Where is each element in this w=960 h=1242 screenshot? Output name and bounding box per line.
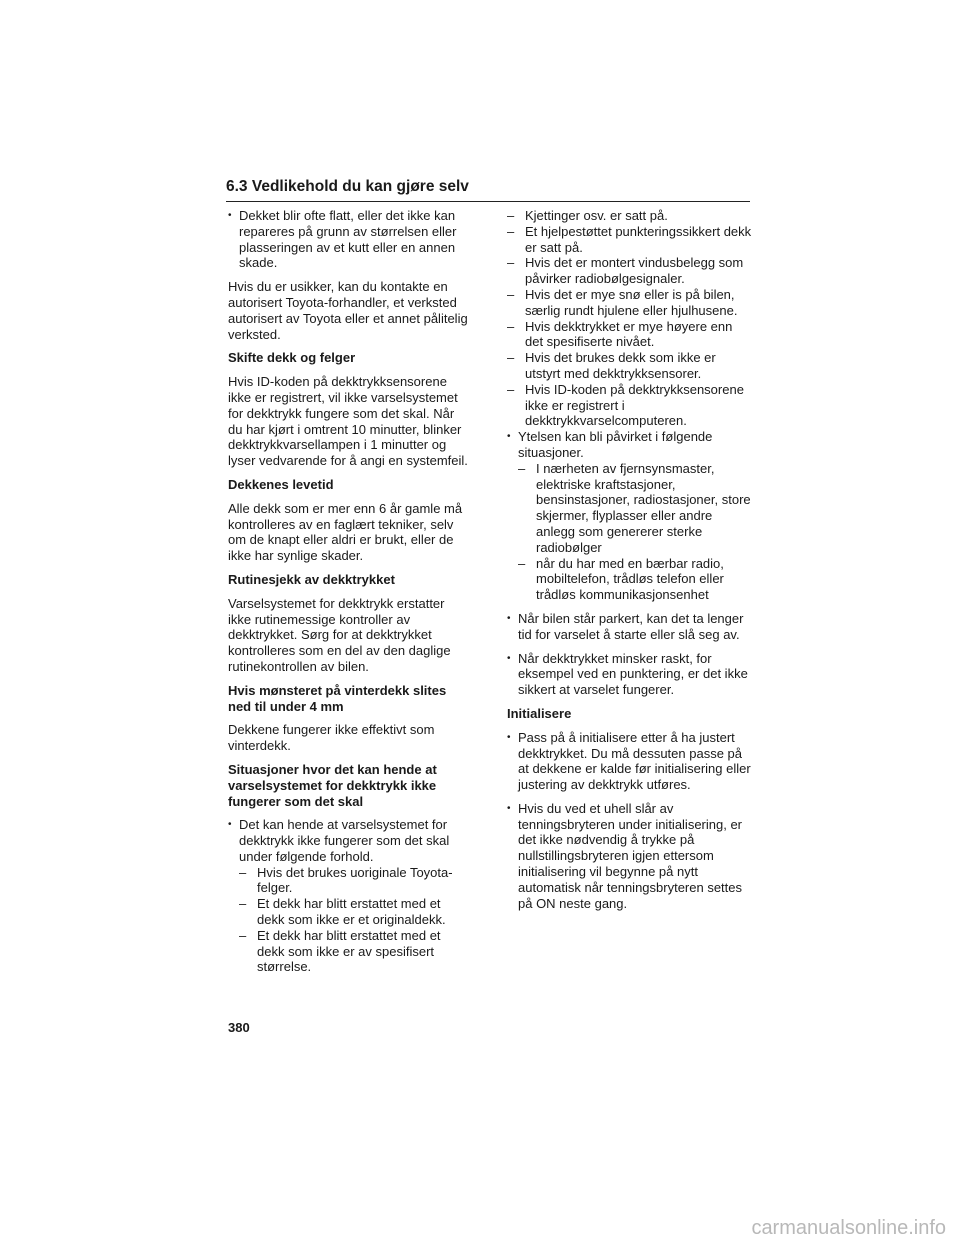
list-item: [228, 817, 468, 975]
subheading: Situasjoner hvor det kan hende at varselsystemet for dekktrykk ikke fungerer som det skal: [228, 761, 437, 809]
dash-list: [518, 461, 752, 603]
list-item-text: Ytelsen kan bli påvirket i følgende situasjoner.: [518, 429, 713, 460]
bullet-list: [228, 817, 468, 975]
subheading: Initialisere: [507, 705, 572, 721]
dash-item: – Hvis det er montert vindusbelegg som påvirker radiobølgesignaler.: [507, 255, 752, 287]
list-item: • Hvis du ved et uhell slår av tenningsbryteren under initialisering, er det ikke nødvendig å trykke på nullstillingsbryteren igjen ettersom initialisering vil begynne på nytt automatisk når tenningsbryteren settes på ON neste gang.: [507, 801, 752, 912]
paragraph: Dekkene fungerer ikke effektivt som vinterdekk.: [228, 722, 435, 754]
dash-list: [507, 208, 752, 429]
list-item: • Når dekktrykket minsker raskt, for eksempel ved en punktering, er det ikke sikkert at varselet fungerer.: [507, 651, 752, 698]
section-header: 6.3 Vedlikehold du kan gjøre selv: [226, 178, 750, 202]
dash-item: – I nærheten av fjernsynsmaster, elektriske kraftstasjoner, bensinstasjoner, radiostasjoner, store skjermer, flyplasser eller andre anlegg som genererer sterke radiobølger: [518, 461, 752, 556]
dash-item: – Hvis det brukes uoriginale Toyota-felger.: [239, 865, 468, 897]
bullet-list: [507, 429, 752, 698]
list-item-text: Det kan hende at varselsystemet for dekktrykk ikke fungerer som det skal under følgende forhold.: [239, 817, 450, 864]
subheading: Rutinesjekk av dekktrykket: [228, 571, 395, 587]
paragraph: Varselsystemet for dekktrykk erstatter ikke rutinemessige kontroller av dekktrykket. Sørg for at dekktrykket kontrolleres som en del av den daglige rutinekontrollen av bilen.: [228, 595, 451, 674]
paragraph: Alle dekk som er mer enn 6 år gamle må kontrolleres av en faglært tekniker, selv om de knapt eller aldri er brukt, eller de ikke har synlige skader.: [228, 500, 463, 564]
page-number: 380: [228, 1020, 250, 1035]
dash-item: – Hvis ID-koden på dekktrykksensorene ikke er registrert i dekktrykkvarselcomputeren.: [507, 382, 752, 429]
dash-list: [239, 865, 468, 976]
right-column: [507, 208, 752, 919]
bullet-list: [507, 730, 752, 912]
list-item: • Dekket blir ofte flatt, eller det ikke kan repareres på grunn av størrelsen eller plasseringen av et kutt eller en annen skade.: [228, 208, 468, 271]
paragraph: Hvis ID-koden på dekktrykksensorene ikke er registrert, vil ikke varselsystemet for dekktrykk fungere som det skal. Når du har kjørt i omtrent 10 minutter, blinker dekktrykkvarsellampen i 1 minutter og lyser vedvarende for å angi en systemfeil.: [228, 374, 468, 469]
dash-item: – Et dekk har blitt erstattet med et dekk som ikke er av spesifisert størrelse.: [239, 928, 468, 975]
dash-item: – Hvis det brukes dekk som ikke er utstyrt med dekktrykksensorer.: [507, 350, 752, 382]
dash-item: – Kjettinger osv. er satt på.: [507, 208, 752, 224]
bullet-list: [228, 208, 468, 271]
left-column: [228, 208, 468, 983]
dash-item: – Hvis dekktrykket er mye høyere enn det spesifiserte nivået.: [507, 319, 752, 351]
dash-item: – Hvis det er mye snø eller is på bilen, særlig rundt hjulene eller hjulhusene.: [507, 287, 752, 319]
paragraph: Hvis du er usikker, kan du kontakte en autorisert Toyota-forhandler, et verksted autorisert av Toyota eller et annet pålitelig verksted.: [228, 279, 468, 342]
list-item: • Når bilen står parkert, kan det ta lenger tid for varselet å starte eller slå seg av.: [507, 611, 752, 643]
dash-item: – Et dekk har blitt erstattet med et dekk som ikke er et originaldekk.: [239, 896, 468, 928]
list-item: [507, 429, 752, 603]
subheading: Dekkenes levetid: [228, 476, 334, 492]
dash-item: – når du har med en bærbar radio, mobiltelefon, trådløs telefon eller trådløs kommunikasjonsenhet: [518, 556, 752, 603]
watermark: carmanualsonline.info: [751, 1217, 946, 1239]
subheading: Skifte dekk og felger: [228, 350, 356, 366]
dash-item: – Et hjelpestøttet punkteringssikkert dekk er satt på.: [507, 224, 752, 256]
subheading: Hvis mønsteret på vinterdekk slites ned til under 4 mm: [228, 682, 447, 714]
list-item: • Pass på å initialisere etter å ha justert dekktrykket. Du må dessuten passe på at dekkene er kalde før initialisering eller justering av dekktrykk utføres.: [507, 730, 752, 793]
